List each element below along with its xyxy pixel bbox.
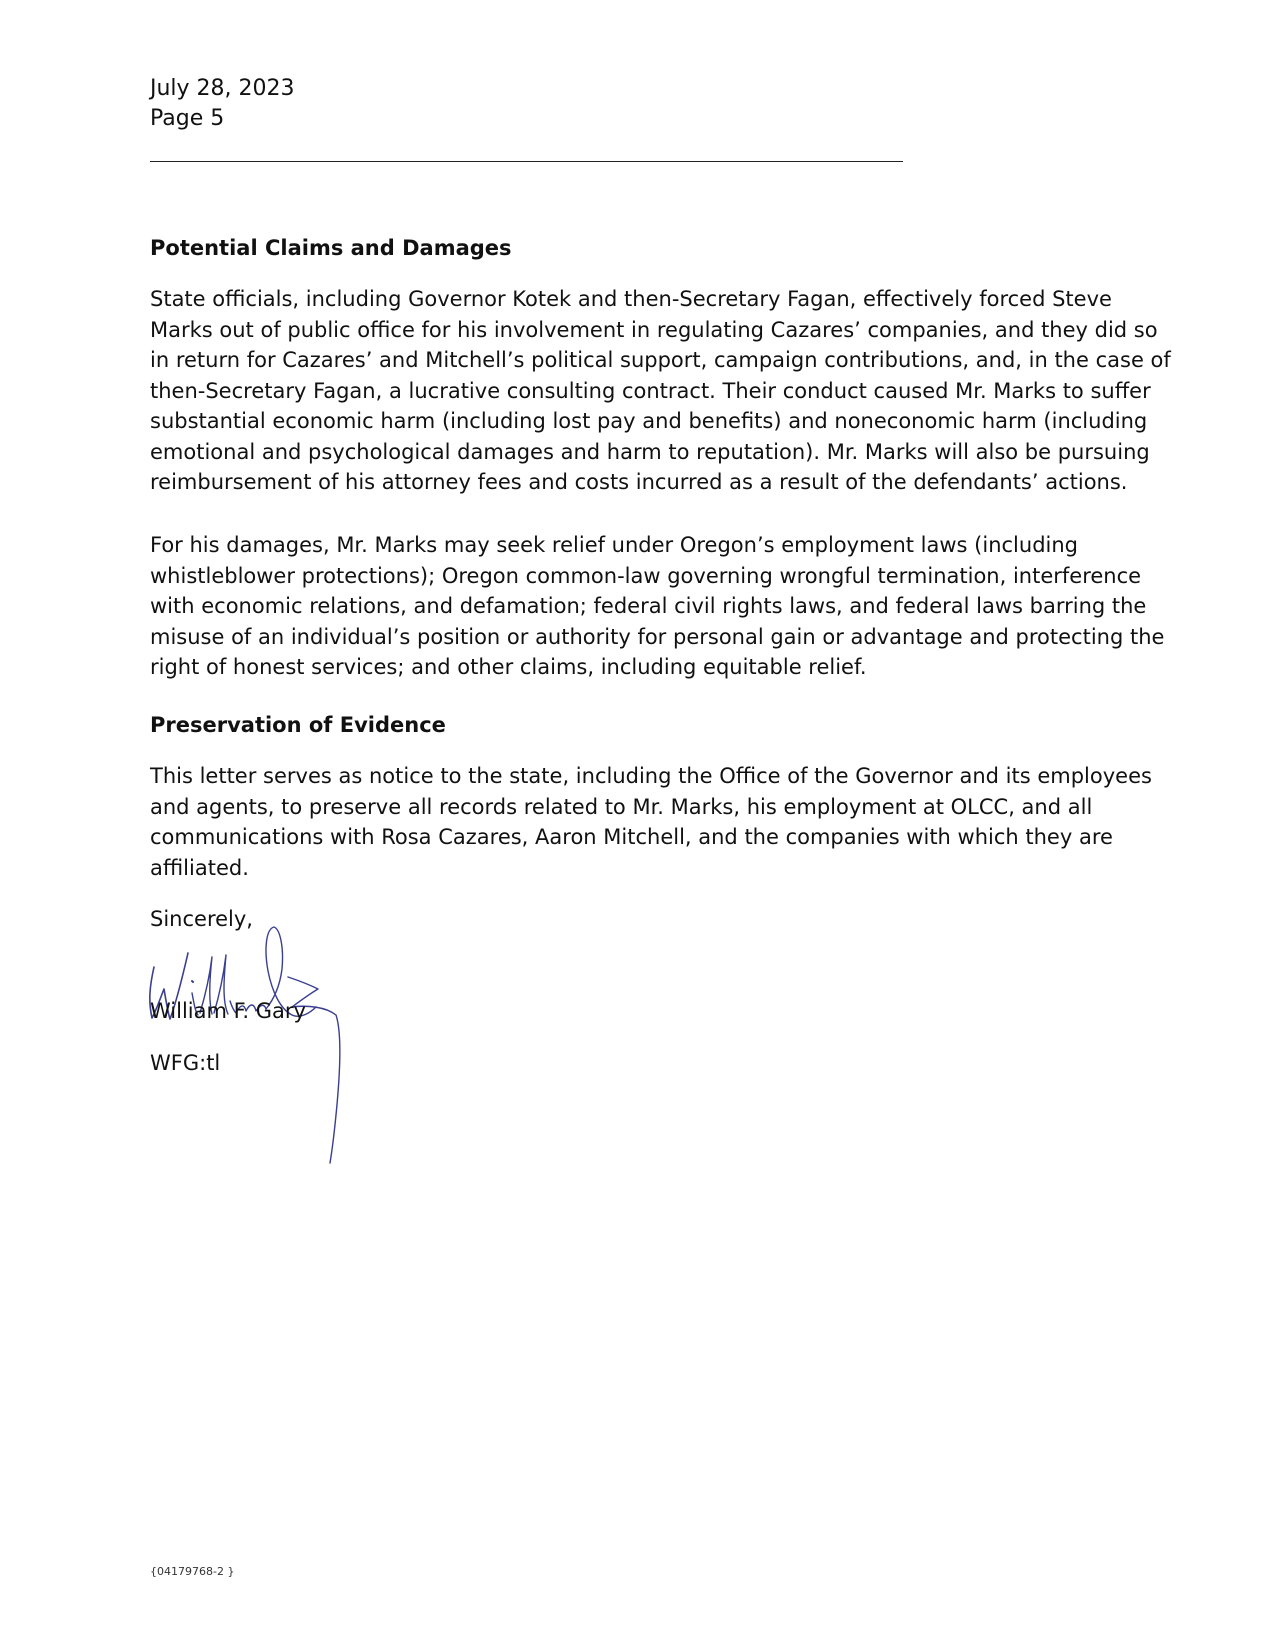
text-line: with economic relations, and defamation; federal civil rights laws, and federal laws barring the: [150, 594, 1147, 618]
text-line: This letter serves as notice to the state, including the Office of the Governor and its employees: [150, 764, 1152, 788]
typist-initials: WFG:tl: [150, 1051, 221, 1075]
paragraph-claims-2: [150, 530, 1164, 683]
text-line: reimbursement of his attorney fees and costs incurred as a result of the defendants’ actions.: [150, 470, 1128, 494]
text-line: substantial economic harm (including lost pay and benefits) and noneconomic harm (including: [150, 409, 1148, 433]
closing-salutation: Sincerely,: [150, 907, 253, 931]
page-number: Page 5: [150, 106, 225, 131]
section-heading-evidence: Preservation of Evidence: [150, 713, 446, 737]
letter-header: [150, 74, 295, 134]
paragraph-evidence: [150, 761, 1152, 883]
text-line: affiliated.: [150, 855, 249, 880]
text-line: State officials, including Governor Kotek and then-Secretary Fagan, effectively forced Steve: [150, 287, 1112, 311]
signer-name: William F. Gary: [150, 999, 306, 1023]
handwritten-signature-icon: [140, 915, 380, 1175]
text-line: For his damages, Mr. Marks may seek relief under Oregon’s employment laws (including: [150, 533, 1078, 557]
text-line: Marks out of public office for his involvement in regulating Cazares’ companies, and they did so: [150, 317, 1158, 342]
text-line: whistleblower protections); Oregon common-law governing wrongful termination, interference: [150, 563, 1142, 588]
section-heading-claims: Potential Claims and Damages: [150, 236, 512, 260]
document-code: {04179768-2 }: [150, 1565, 235, 1578]
letter-date: July 28, 2023: [150, 76, 295, 101]
header-divider: [150, 161, 903, 162]
text-line: then-Secretary Fagan, a lucrative consulting contract. Their conduct caused Mr. Marks to suffer: [150, 378, 1151, 403]
text-line: communications with Rosa Cazares, Aaron Mitchell, and the companies with which they are: [150, 825, 1113, 849]
text-line: misuse of an individual’s position or authority for personal gain or advantage and protecting the: [150, 624, 1165, 649]
text-line: in return for Cazares’ and Mitchell’s political support, campaign contributions, and, in the case of: [150, 348, 1171, 372]
text-line: emotional and psychological damages and harm to reputation). Mr. Marks will also be pursuing: [150, 439, 1150, 464]
paragraph-claims-1: [150, 284, 1171, 498]
text-line: and agents, to preserve all records related to Mr. Marks, his employment at OLCC, and all: [150, 794, 1093, 819]
text-line: right of honest services; and other claims, including equitable relief.: [150, 655, 867, 679]
signature-strokes: [150, 927, 340, 1163]
